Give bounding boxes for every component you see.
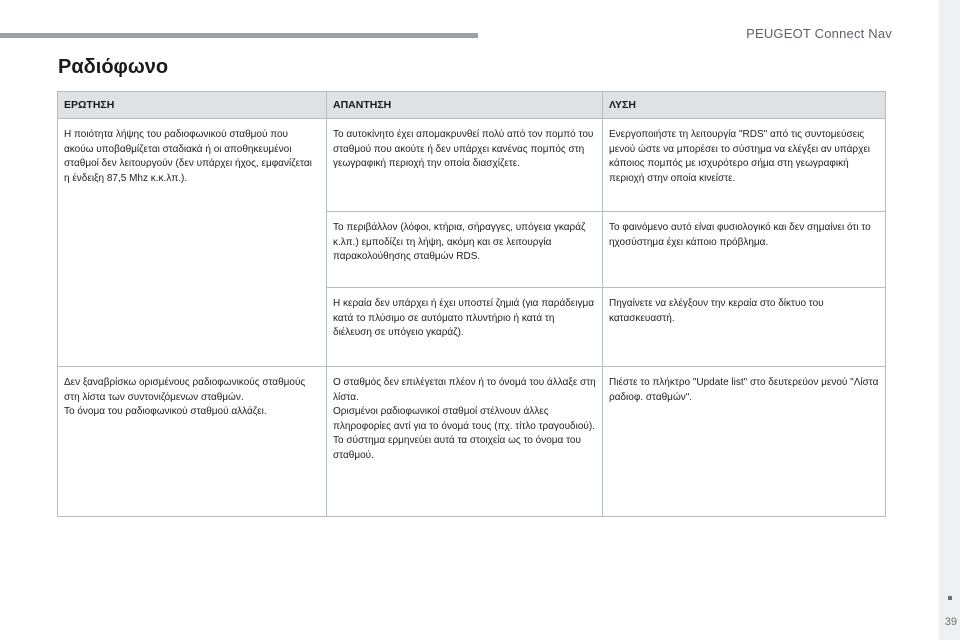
solution-cell	[603, 367, 886, 517]
solution-cell	[603, 212, 886, 288]
solution-cell	[603, 119, 886, 212]
answer-text: Το αυτοκίνητο έχει απομακρυνθεί πολύ από τον πομπό του σταθμού που ακούτε ή δεν υπάρχει κανένας πομπός στη γεωγραφική περιοχή την οποία διασχίζετε.	[333, 129, 594, 169]
solution-text: Ενεργοποιήστε τη λειτουργία "RDS" από τις συντομεύσεις μενού ώστε να μπορέσει το σύστημα να ελέγξει αν υπάρχει κάποιος πομπός με ισχυρότερο σήμα στη γεωγραφική περιοχή στην οποία κινείστε.	[609, 129, 871, 184]
answer-cell	[327, 212, 603, 288]
brand-label: PEUGEOT Connect Nav	[746, 26, 892, 41]
top-accent-bar	[0, 33, 478, 38]
question-cell	[58, 119, 327, 367]
table-row	[58, 119, 886, 212]
page-title: Ραδιόφωνο	[58, 56, 169, 78]
page-marker-dot	[948, 596, 952, 600]
table-row	[58, 367, 886, 517]
column-header-answer: ΑΠΑΝΤΗΣΗ	[327, 92, 603, 119]
solution-cell	[603, 288, 886, 367]
answer-cell	[327, 288, 603, 367]
answer-text: Η κεραία δεν υπάρχει ή έχει υποστεί ζημιά (για παράδειγμα κατά το πλύσιμο σε αυτόματο πλυντήριο ή κατά τη διέλευση σε υπόγειο γκαράζ).	[333, 298, 595, 338]
question-text: Δεν ξαναβρίσκω ορισμένους ραδιοφωνικούς σταθμούς στη λίστα των συντονιζόμενων σταθμών. Το όνομα του ραδιοφωνικού σταθμού αλλάζει.	[64, 377, 306, 417]
question-cell	[58, 367, 327, 517]
solution-text: Πιέστε το πλήκτρο "Update list" στο δευτερεύον μενού "Λίστα ραδιοφ. σταθμών".	[609, 377, 879, 403]
page-number: 39	[944, 616, 957, 628]
column-header-solution: ΛΥΣΗ	[603, 92, 886, 119]
answer-cell	[327, 119, 603, 212]
answer-cell	[327, 367, 603, 517]
troubleshooting-table	[57, 91, 886, 517]
column-header-question: ΕΡΩΤΗΣΗ	[58, 92, 327, 119]
answer-text: Το περιβάλλον (λόφοι, κτήρια, σήραγγες, υπόγεια γκαράζ κ.λπ.) εμποδίζει τη λήψη, ακόμη και σε λειτουργία παρακολούθησης σταθμών RDS.	[333, 222, 586, 262]
question-text: Η ποιότητα λήψης του ραδιοφωνικού σταθμού που ακούω υποβαθμίζεται σταδιακά ή οι αποθηκευμένοι σταθμοί δεν λειτουργούν (δεν υπάρχει ήχος, εμφανίζεται η ένδειξη 87,5 Mhz κ.κ.λπ.).	[64, 129, 312, 184]
table-header-row	[58, 92, 886, 119]
solution-text: Πηγαίνετε να ελέγξουν την κεραία στο δίκτυο του κατασκευαστή.	[609, 298, 824, 324]
side-strip	[939, 0, 960, 640]
answer-text: Ο σταθμός δεν επιλέγεται πλέον ή το όνομά του άλλαξε στη λίστα. Ορισμένοι ραδιοφωνικοί σταθμοί στέλνουν άλλες πληροφορίες αντί για το όνομά τους (πχ. τίτλο τραγουδιού). Το σύστημα ερμηνεύει αυτά τα στοιχεία ως το όνομα του σταθμού.	[333, 377, 596, 461]
solution-text: Το φαινόμενο αυτό είναι φυσιολογικό και δεν σημαίνει ότι το ηχοσύστημα έχει κάποιο πρόβλημα.	[609, 222, 871, 248]
